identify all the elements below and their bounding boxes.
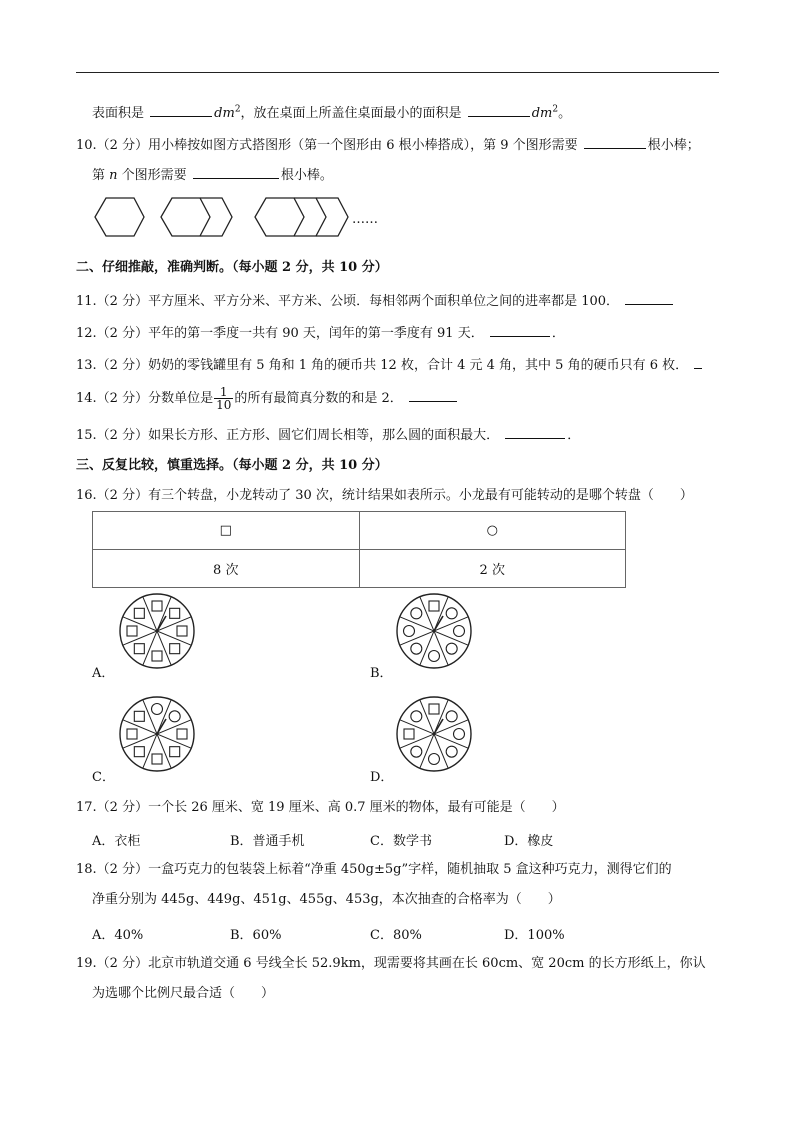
q10-text-a: 10.（2 分）用小棒按如图方式搭图形（第一个图形由 6 根小棒搭成），第 9 个图形需要 <box>76 138 578 153</box>
square-symbol <box>134 747 144 757</box>
unit-dm: dm <box>531 106 553 121</box>
q18-option-d[interactable]: D．100% <box>504 928 565 943</box>
spinner-a[interactable] <box>116 590 198 672</box>
hexagon-figure-2 <box>161 198 232 236</box>
spinner-c[interactable] <box>116 693 198 775</box>
square-symbol <box>170 644 180 654</box>
header-circle: ○ <box>359 512 626 550</box>
circle-symbol <box>169 711 180 722</box>
circle-symbol <box>411 608 422 619</box>
q10-text-b: 根小棒； <box>647 138 700 153</box>
unit-dm: dm <box>214 106 235 121</box>
q14 <box>76 384 459 414</box>
square-symbol <box>177 626 187 636</box>
q19-line2: 为选哪个比例尺最合适（ ） <box>92 986 275 1001</box>
answer-blank[interactable] <box>505 426 565 439</box>
table-row <box>93 512 626 550</box>
q9-text-b: ，放在桌面上所盖住桌面最小的面积是 <box>240 106 462 121</box>
q14-text-b: 的所有最简真分数的和是 2． <box>234 391 403 406</box>
q15-end: ． <box>567 428 581 443</box>
q18-option-a[interactable]: A．40% <box>92 928 144 943</box>
q19-line1: 19.（2 分）北京市轨道交通 6 号线全长 52.9km，现需要将其画在长 60cm、宽 20cm 的长方形纸上，你认 <box>76 956 706 971</box>
q12-end: ． <box>551 326 565 341</box>
answer-blank[interactable] <box>409 389 457 402</box>
count-square: 8 次 <box>93 550 360 588</box>
q10-line2 <box>92 166 333 184</box>
q11 <box>76 292 675 310</box>
q18-option-b[interactable]: B．60% <box>230 928 282 943</box>
spinner-d[interactable] <box>393 693 475 775</box>
circle-symbol <box>454 729 465 740</box>
q15 <box>76 426 580 444</box>
q10-text: 第 <box>92 168 106 183</box>
q12 <box>76 324 565 342</box>
answer-blank[interactable] <box>150 104 212 117</box>
option-b[interactable]: B． <box>370 666 393 681</box>
answer-blank[interactable] <box>490 324 550 337</box>
square-symbol <box>177 729 187 739</box>
square-symbol <box>134 711 144 721</box>
q17-option-c[interactable]: C．数学书 <box>370 834 432 849</box>
fraction-numerator: 1 <box>214 386 233 399</box>
square-symbol <box>170 608 180 618</box>
circle-symbol <box>404 626 415 637</box>
circle-symbol <box>446 643 457 654</box>
square-symbol <box>152 754 162 764</box>
option-c[interactable]: C． <box>92 770 115 785</box>
q13-text: 13.（2 分）奶奶的零钱罐里有 5 角和 1 角的硬币共 12 枚，合计 4 元 4 角，其中 5 角的硬币只有 6 枚． <box>76 358 689 373</box>
exponent: 2 <box>552 104 559 115</box>
circle-symbol <box>411 643 422 654</box>
square-symbol <box>152 601 162 611</box>
square-symbol <box>170 747 180 757</box>
circle-symbol <box>429 754 440 765</box>
header-rule <box>76 72 719 73</box>
circle-symbol <box>446 711 457 722</box>
variable-n: n <box>109 168 118 183</box>
q14-text-a: 14.（2 分）分数单位是 <box>76 391 214 406</box>
q15-text: 15.（2 分）如果长方形、正方形、圆它们周长相等，那么圆的面积最大． <box>76 428 500 443</box>
circle-symbol <box>411 711 422 722</box>
fraction-denominator: 10 <box>216 398 232 412</box>
q18-line1: 18.（2 分）一盒巧克力的包装袋上标着“净重 450g±5g”字样，随机抽取 5 盒这种巧克力，测得它们的 <box>76 862 672 877</box>
q16-text: 16.（2 分）有三个转盘，小龙转动了 30 次，统计结果如表所示。小龙最有可能转动的是哪个转盘（ ） <box>76 488 693 503</box>
hexagon-figure-3 <box>255 198 348 236</box>
section-title-choice: 三、反复比较，慎重选择。（每小题 2 分，共 10 分） <box>76 458 388 473</box>
hexagon-figure-1 <box>95 198 144 236</box>
q12-text: 12.（2 分）平年的第一季度一共有 90 天，闰年的第一季度有 91 天． <box>76 326 484 341</box>
count-circle: 2 次 <box>359 550 626 588</box>
q9-text-a: 表面积是 <box>92 106 145 121</box>
hexagon-sequence-figure <box>90 196 360 242</box>
q9-continuation <box>92 104 571 122</box>
q9-end: 。 <box>558 106 572 121</box>
q17-option-a[interactable]: A．衣柜 <box>92 834 141 849</box>
circle-symbol <box>454 626 465 637</box>
q17-option-d[interactable]: D．橡皮 <box>504 834 554 849</box>
circle-symbol <box>411 746 422 757</box>
section-title-judgement: 二、仔细推敲，准确判断。（每小题 2 分，共 10 分） <box>76 260 388 275</box>
q17-option-b[interactable]: B．普通手机 <box>230 834 305 849</box>
spinner-b[interactable] <box>393 590 475 672</box>
circle-symbol <box>446 746 457 757</box>
header-square: □ <box>93 512 360 550</box>
answer-blank[interactable] <box>468 104 530 117</box>
square-symbol <box>134 644 144 654</box>
square-symbol <box>404 729 414 739</box>
q17-text: 17.（2 分）一个长 26 厘米、宽 19 厘米、高 0.7 厘米的物体，最有可能是（ ） <box>76 800 565 815</box>
q18-option-c[interactable]: C．80% <box>370 928 422 943</box>
spin-result-table <box>92 511 626 588</box>
sequence-ellipsis: …… <box>352 212 378 227</box>
option-a[interactable]: A． <box>92 666 115 681</box>
exponent: 2 <box>234 104 241 115</box>
circle-symbol <box>152 704 163 715</box>
q13 <box>76 356 704 374</box>
answer-blank[interactable] <box>694 356 702 369</box>
option-d[interactable]: D． <box>370 770 394 785</box>
square-symbol <box>429 601 439 611</box>
fraction-one-tenth <box>214 386 233 411</box>
q10-text: 个图形需要 <box>121 168 187 183</box>
q10-text: 根小棒。 <box>280 168 333 183</box>
q11-text: 11.（2 分）平方厘米、平方分米、平方米、公顷．每相邻两个面积单位之间的进率都是 100． <box>76 294 620 309</box>
square-symbol <box>152 651 162 661</box>
square-symbol <box>127 729 137 739</box>
circle-symbol <box>429 651 440 662</box>
q18-line2: 净重分别为 445g、449g、451g、455g、453g，本次抽查的合格率为（ ） <box>92 892 561 907</box>
answer-blank[interactable] <box>193 166 279 179</box>
answer-blank[interactable] <box>584 136 646 149</box>
square-symbol <box>429 704 439 714</box>
square-symbol <box>127 626 137 636</box>
q10-line1 <box>76 136 700 154</box>
answer-blank[interactable] <box>625 292 673 305</box>
circle-symbol <box>446 608 457 619</box>
square-symbol <box>134 608 144 618</box>
table-row <box>93 550 626 588</box>
